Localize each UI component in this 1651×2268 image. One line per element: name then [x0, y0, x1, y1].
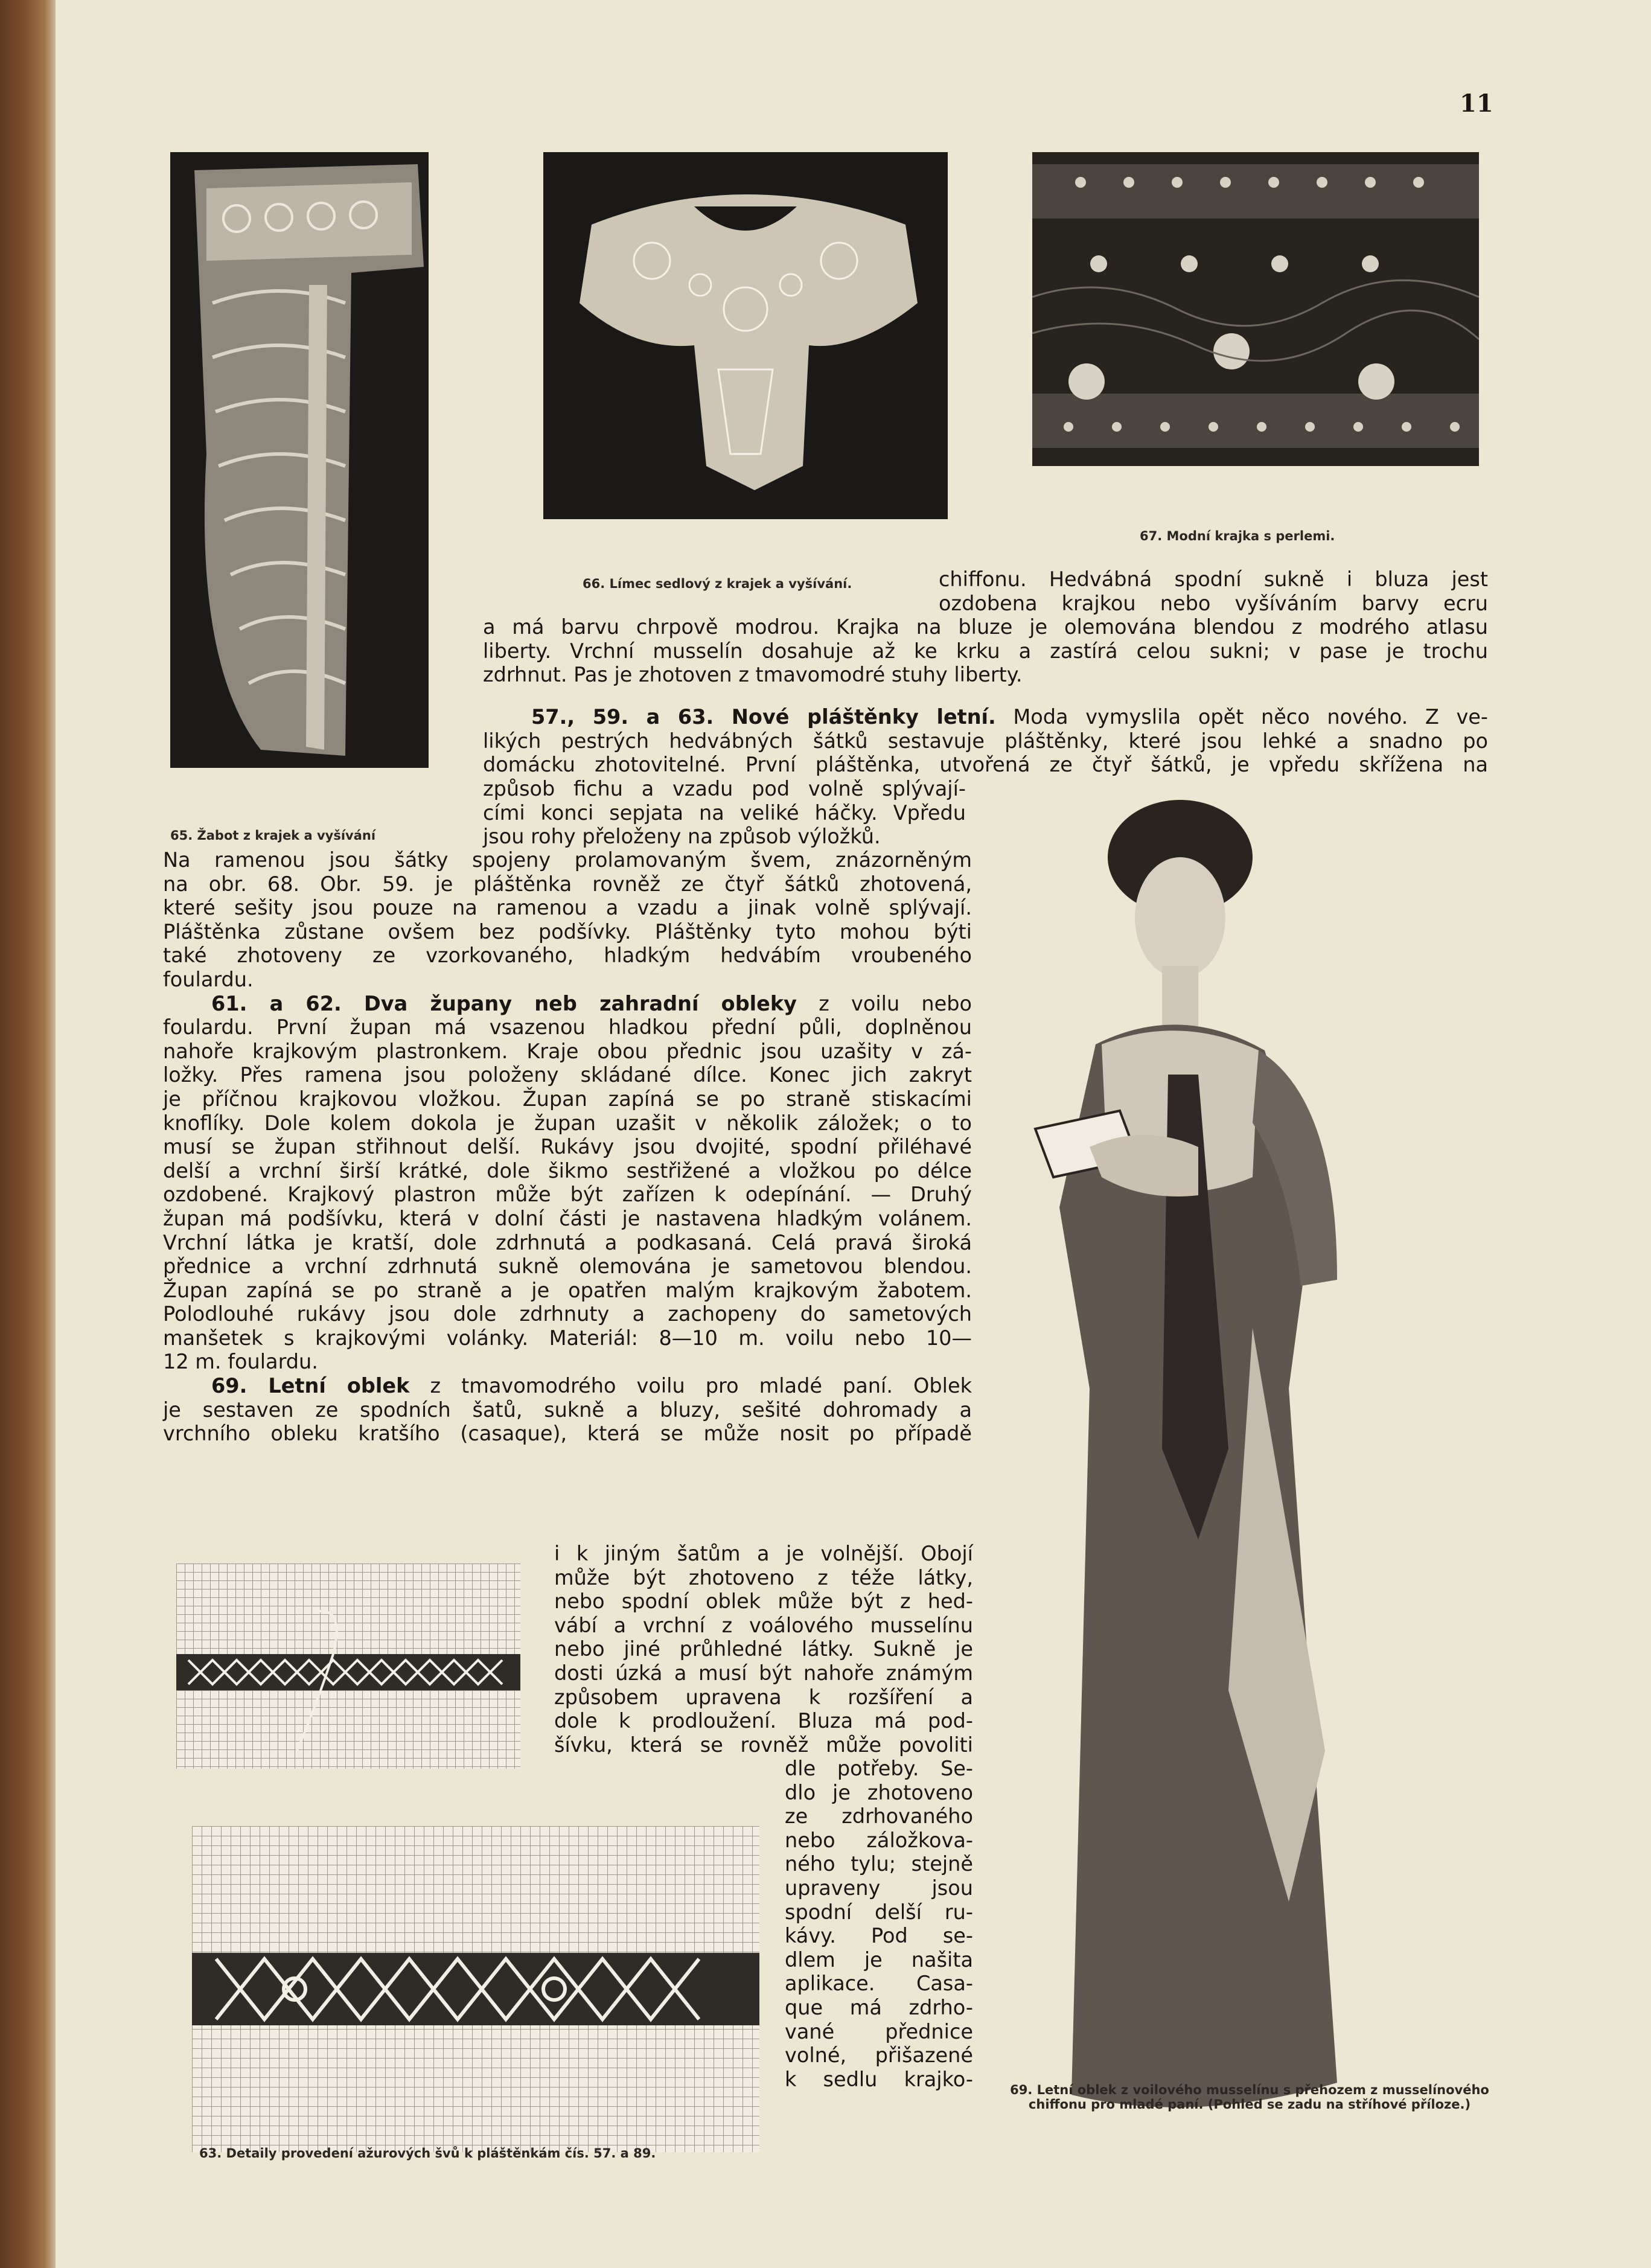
paragraph-3-heading: 61. a 62. Dva župany neb zahradní obleky	[211, 991, 797, 1015]
paragraph-2-top	[483, 705, 1488, 777]
text-line: vané přednice	[785, 2019, 973, 2043]
text-line: jsou rohy přeloženy na způsob výložků.	[483, 825, 881, 849]
text-line: Polodlouhé rukávy jsou dole zdrhnuty a zachopeny do sametových	[163, 1302, 972, 1326]
text-line: nebo jiné průhledné látky. Sukně je	[554, 1637, 973, 1661]
text-line: i k jiným šatům a je volnější. Obojí	[554, 1542, 973, 1565]
text-line: kávy. Pod se-	[785, 1924, 973, 1948]
text-span: Moda vymyslila opět něco nového. Z ve-	[1013, 705, 1488, 729]
paragraph-4-narrow	[554, 1542, 973, 1757]
page-number: 11	[1460, 89, 1493, 118]
figure-68-caption: 63. Detaily provedení ažurových švů k pláštěnkám čís. 57. a 89.	[199, 2146, 656, 2161]
text-line: domácku zhotovitelné. První pláštěnka, utvořená ze čtyř šátků, je vpředu skřížena na	[483, 753, 1488, 777]
text-line: liberty. Vrchní musselín dosahuje až ke krku a zastírá celou sukni; v pase je trochu	[483, 639, 1488, 663]
paragraph-2-heading: 57., 59. a 63. Nové pláštěnky letní.	[531, 705, 996, 729]
text-line: přednice a vrchní zdrhnutá sukně olemována je sametovou blendou.	[163, 1254, 972, 1279]
text-line: spodní delší ru-	[785, 1900, 973, 1924]
text-line: také zhotoveny ze vzorkovaného, hladkým hedvábím vroubeného	[163, 944, 972, 968]
text-line: 12 m. foulardu.	[163, 1350, 318, 1374]
text-line: zdrhnut. Pas je zhotoven z tmavomodré stuhy liberty.	[483, 663, 1023, 687]
text-line: dlo je zhotoveno	[785, 1780, 973, 1804]
text-line: chiffonu. Hedvábná spodní sukně i bluza jest	[939, 567, 1488, 591]
text-line: způsob fichu a vzadu pod volně splývají-	[483, 777, 966, 800]
text-line: vrchního obleku kratšího (casaque), která se může nosit po případě	[163, 1422, 972, 1446]
figure-69-caption: 69. Letní oblek z voilového musselínu s přehozem z musselínového chiffonu pro mladé paní. (Pohled se zadu na stříhové příloze.)	[1010, 2083, 1489, 2112]
left-column-text	[163, 848, 972, 1446]
text-line: delší a vrchní širší krátké, dole šikmo sestřižené a vložkou po délce	[163, 1158, 972, 1183]
paragraph-4-column	[785, 1757, 973, 2091]
text-line: vábí a vrchní z voálového musselínu	[554, 1613, 973, 1637]
text-span: z voilu nebo	[819, 991, 972, 1015]
text-line: dole k prodloužení. Bluza má pod-	[554, 1709, 973, 1733]
text-line: Župan zapíná se po straně a je opatřen malým krajkovým žabotem.	[163, 1278, 972, 1302]
text-line: foulardu. První župan má vsazenou hladkou přední půli, doplněnou	[163, 1015, 972, 1040]
text-line: k sedlu krajko-	[785, 2067, 973, 2091]
text-line: volné, přišazené	[785, 2043, 973, 2068]
text-line: může být zhotoveno z téže látky,	[554, 1565, 973, 1589]
text-line: župan má podšívku, která v dolní části je nastavena hladkým volánem.	[163, 1206, 972, 1230]
figure-66-caption: 66. Límec sedlový z krajek a vyšívání.	[583, 577, 852, 591]
text-line: způsobem upravena k rozšíření a	[554, 1685, 973, 1709]
figure-69-woman-illustration	[999, 785, 1482, 2167]
text-line: dlem je našita	[785, 1947, 973, 1972]
text-line: cími konci sepjata na veliké háčky. Vpředu	[483, 800, 966, 825]
text-line: upraveny jsou	[785, 1876, 973, 1900]
text-line: které sešity jsou pouze na ramenou a vzadu a jinak volně splývají.	[163, 896, 972, 920]
text-line: dosti úzká a musí být nahoře známým	[554, 1661, 973, 1685]
text-span: z tmavomodrého voilu pro mladé paní. Oblek	[430, 1374, 972, 1398]
text-line: foulardu.	[163, 967, 254, 991]
text-line: je sestaven ze spodních šatů, sukně a bluzy, sešité dohromady a	[163, 1398, 972, 1422]
text-line: ložky. Přes ramena jsou položeny skládané dílce. Konec jich zakryt	[163, 1063, 972, 1087]
text-line: nebo spodní oblek může být z hed-	[554, 1589, 973, 1614]
text-line: ozdobena krajkou nebo vyšíváním barvy ecru	[939, 591, 1488, 615]
figure-67-lace-image	[1032, 152, 1479, 466]
text-line: je příčnou krajkovou vložkou. Župan zapíná se po straně stiskacími	[163, 1087, 972, 1111]
paragraph-4-heading: 69. Letní oblek	[211, 1374, 410, 1398]
figure-67-caption: 67. Modní krajka s perlemi.	[1140, 529, 1335, 543]
text-line: likých pestrých hedvábných šátků sestavuje pláštěnky, které jsou lehké a snadno po	[483, 729, 1488, 753]
text-line: na obr. 68. Obr. 59. je pláštěnka rovněž ze čtyř šátků zhotovená,	[163, 872, 972, 896]
figure-65-jabot-image	[170, 152, 429, 768]
text-line: dle potřeby. Se-	[785, 1757, 973, 1780]
figure-68-stitch-top-image	[176, 1564, 520, 1769]
text-line: aplikace. Casa-	[785, 1972, 973, 1996]
text-line: manšetek s krajkovými volánky. Materiál: 8—10 m. voilu nebo 10—	[163, 1326, 972, 1350]
text-line: nahoře krajkovým plastronkem. Kraje obou přednic jsou uzašity v zá-	[163, 1039, 972, 1063]
text-line: Pláštěnka zůstane ovšem bez podšívky. Pláštěnky tyto mohou býti	[163, 919, 972, 944]
figure-65-caption: 65. Žabot z krajek a vyšívání	[170, 828, 376, 843]
text-line: a má barvu chrpově modrou. Krajka na bluze je olemována blendou z modrého atlasu	[483, 615, 1488, 639]
paragraph-1	[483, 567, 1488, 687]
paragraph-2-middle	[483, 777, 966, 849]
text-line: musí se župan střihnout delší. Rukávy jsou dvojité, spodní přiléhavé	[163, 1135, 972, 1159]
book-spine	[0, 0, 56, 2268]
text-line: knoflíky. Dole kolem dokola je župan uzašit v několik záložek; o to	[163, 1111, 972, 1135]
figure-66-collar-image	[543, 152, 948, 519]
text-line: ozdobené. Krajkový plastron může být zařízen k odepínání. — Druhý	[163, 1183, 972, 1207]
text-line	[483, 705, 1488, 729]
text-line: ného tylu; stejně	[785, 1852, 973, 1876]
text-line: nebo záložkova-	[785, 1828, 973, 1852]
text-line: Vrchní látka je kratší, dole zdrhnutá a podkasaná. Celá pravá široká	[163, 1230, 972, 1254]
text-line	[163, 1374, 972, 1398]
text-line: que má zdrho-	[785, 1995, 973, 2019]
text-line: Na ramenou jsou šátky spojeny prolamovaným švem, znázorněným	[163, 848, 972, 872]
text-line: ze zdrhovaného	[785, 1804, 973, 1829]
text-line	[163, 992, 972, 1016]
text-line: šívku, která se rovněž může povoliti	[554, 1733, 973, 1757]
figure-68-stitch-bottom-image	[192, 1826, 759, 2152]
